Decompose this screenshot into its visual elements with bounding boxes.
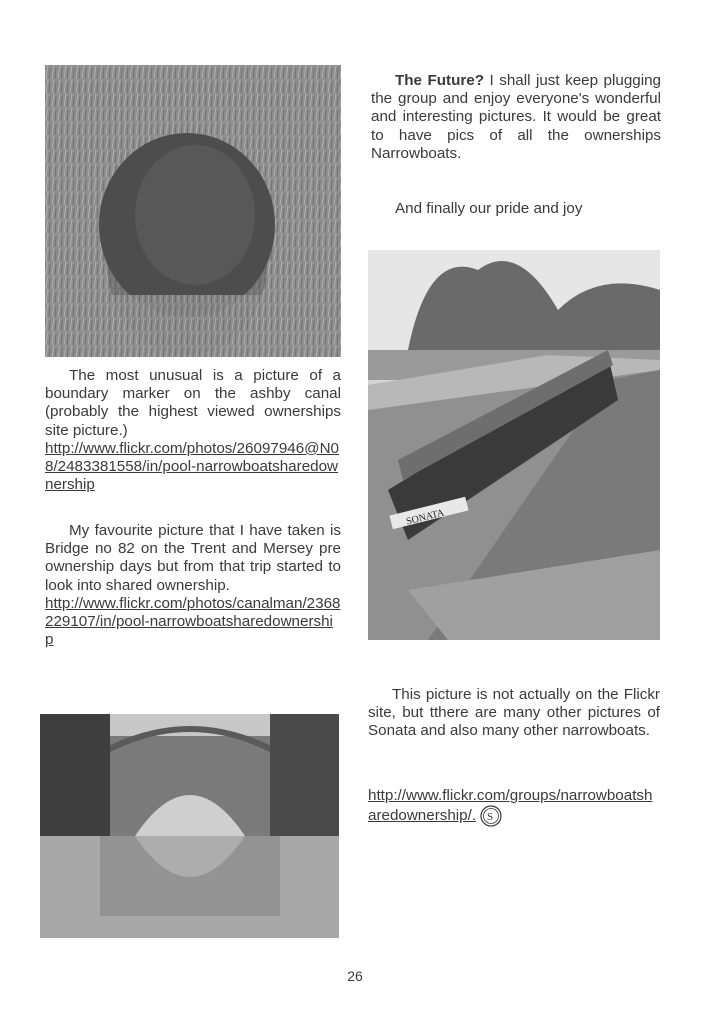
marker-text: The most unusual is a picture of a boundary marker on the ashby canal (probably the highest viewed ownerships site picture.) [45,367,341,439]
boundary-marker-photo [45,65,341,357]
boat-name-label: SONATA [405,507,446,528]
sonata-text: This picture is not actually on the Flickr site, but tthere are many other pictures of Sonata and also many other narrowboats. [368,686,660,740]
future-paragraph [371,72,661,163]
logo-letter: S [487,811,494,824]
bridge-paragraph [45,522,341,649]
bridge-link[interactable]: http://www.flickr.com/photos/canalman/2368229107/in/pool-narrowboatsharedownership [45,594,341,649]
finally-paragraph [371,200,661,218]
future-heading: The Future? [395,72,485,89]
future-text: I shall just keep plugging the group and enjoy everyone's wonderful and interesting pictures. It would be great to have pics of all the ownerships Narrowboats. [371,72,661,162]
narrowboat-sonata-photo [368,250,660,640]
group-link-paragraph [368,787,660,827]
marker-link[interactable]: http://www.flickr.com/photos/26097946@N08/2483381558/in/pool-narrowboatsharedownership [45,439,340,494]
marker-paragraph [45,367,341,494]
group-link[interactable]: http://www.flickr.com/groups/narrowboatsharedownership/. [368,787,653,825]
page-number: 26 [347,968,363,984]
bridge-text: My favourite picture that I have taken is Bridge no 82 on the Trent and Mersey pre ownership days but from that trip started to look into shared ownership. [45,522,341,594]
finally-text: And finally our pride and joy [395,200,583,217]
bridge-82-photo [40,714,339,938]
sonata-logo-icon [480,805,502,827]
sonata-paragraph [368,686,660,741]
